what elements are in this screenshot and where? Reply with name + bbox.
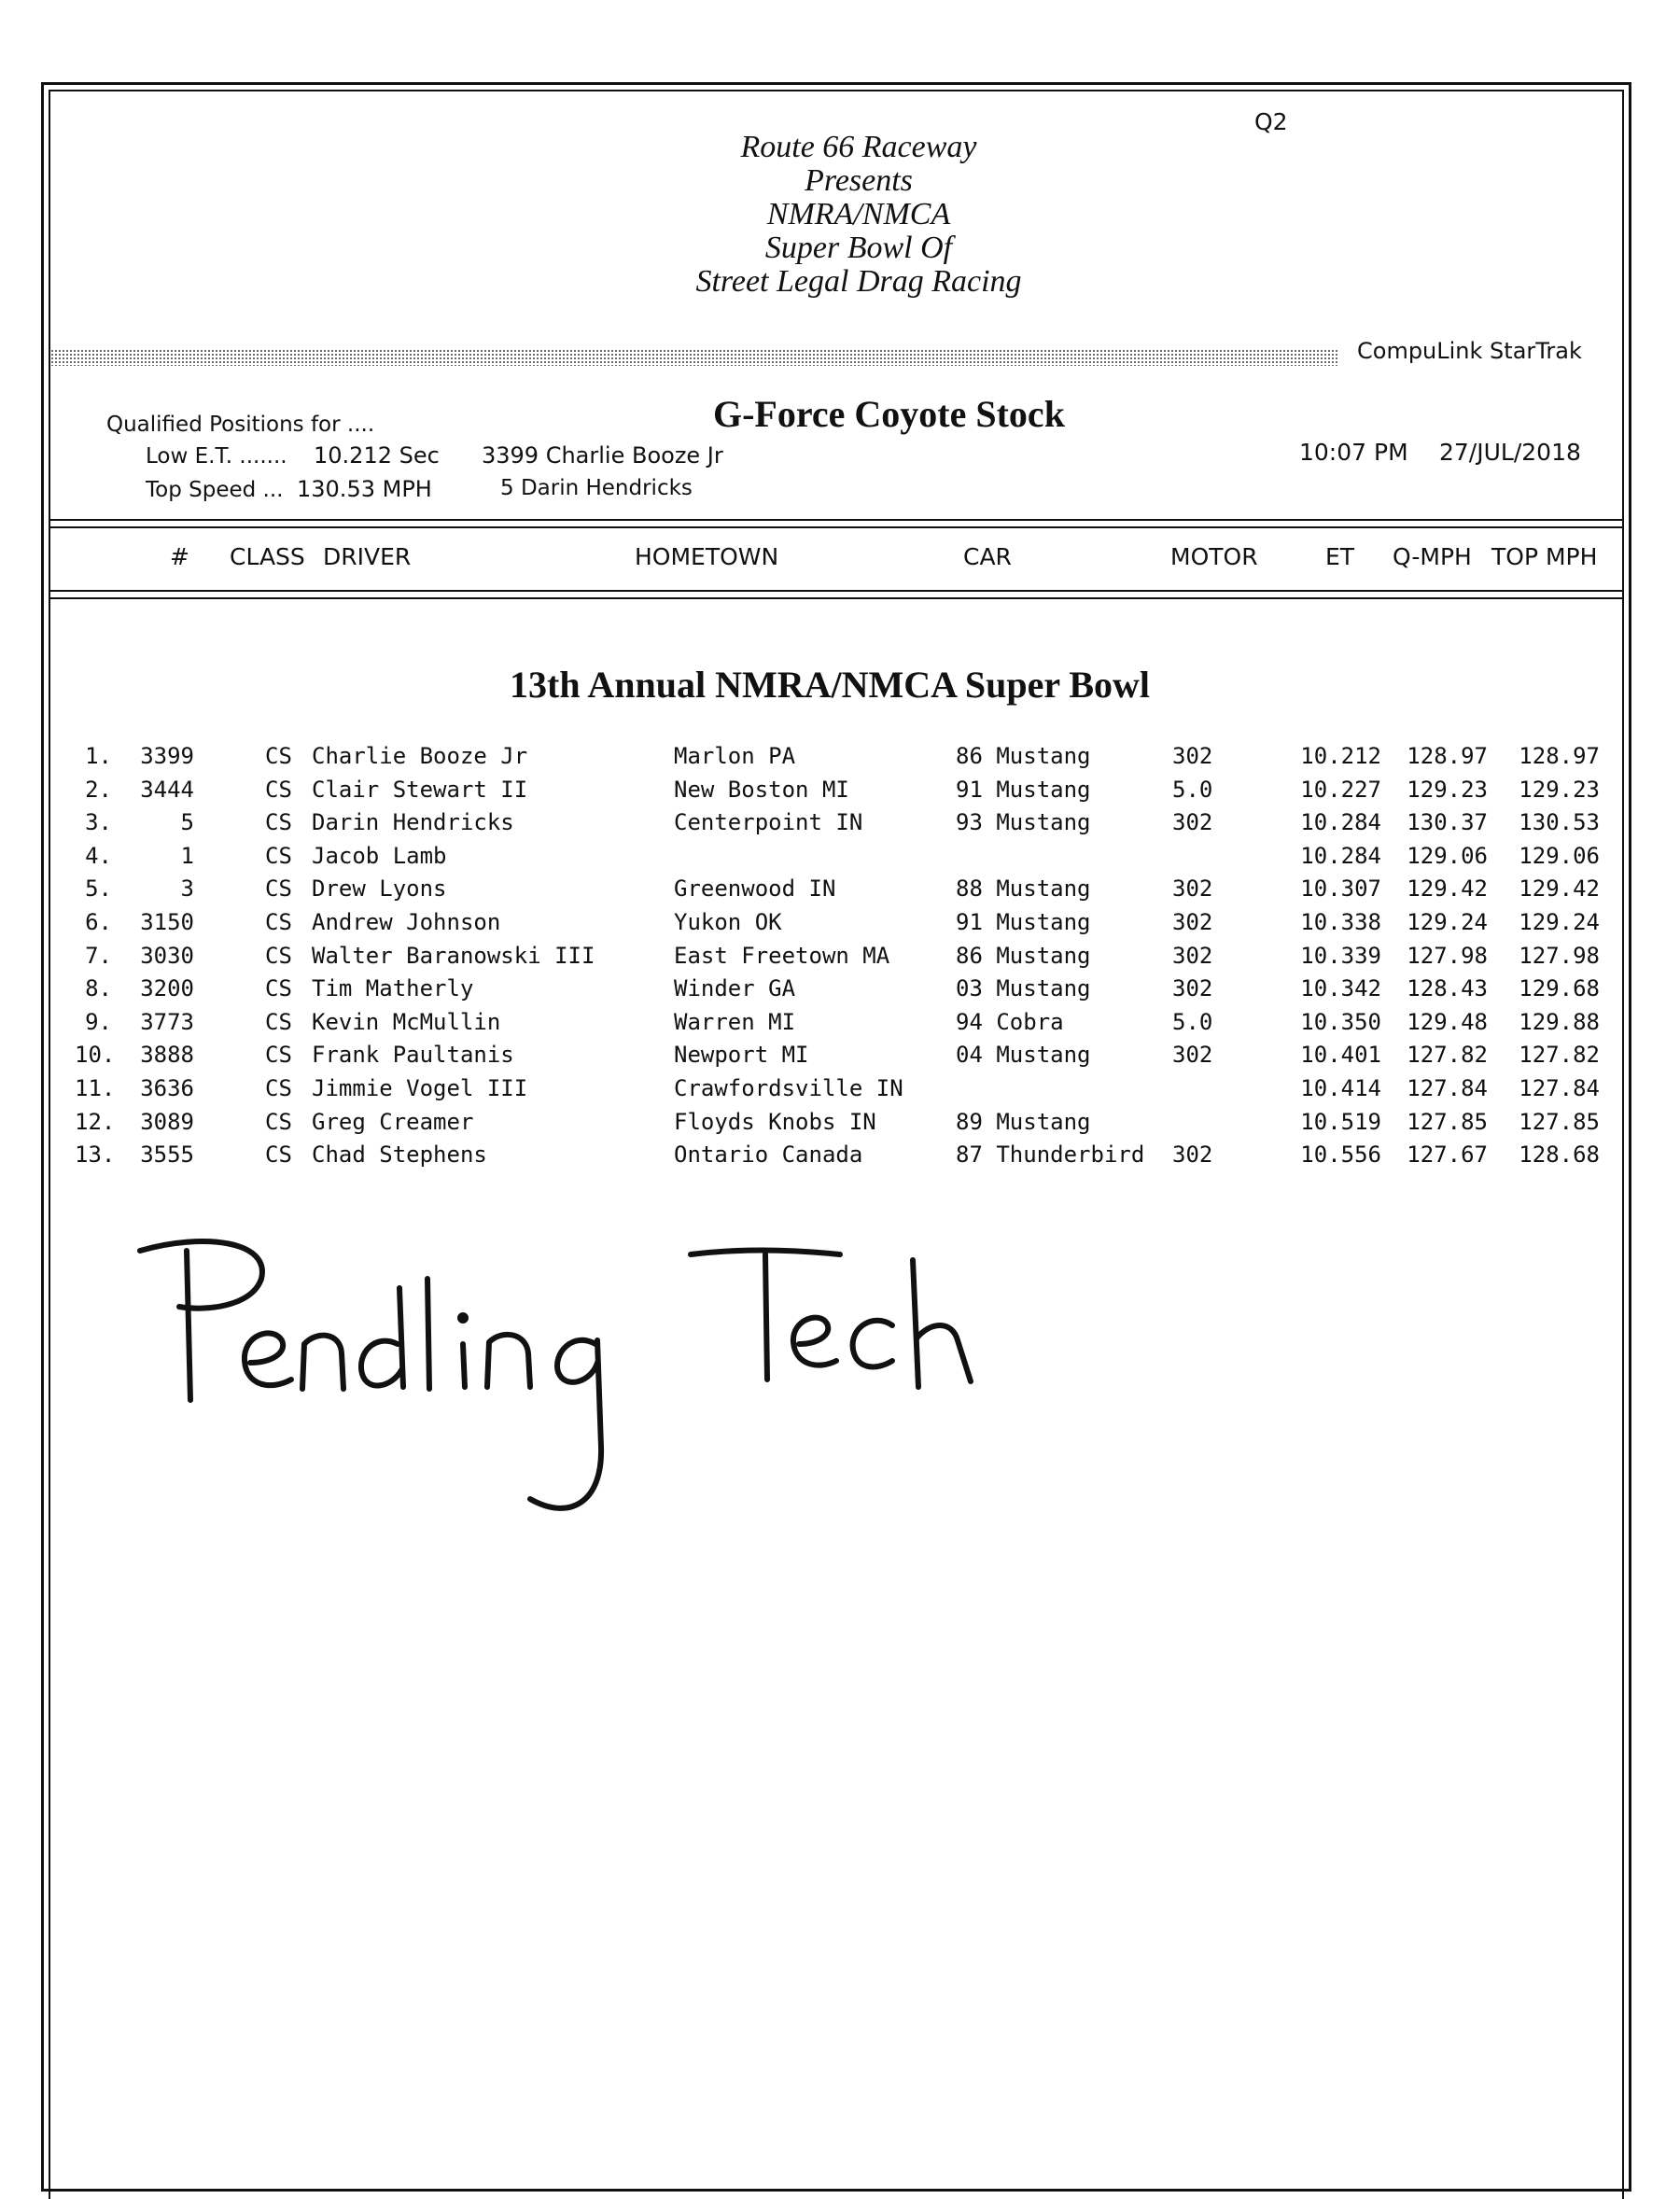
col-header-qmph: Q-MPH (1393, 543, 1472, 570)
row-qmph: 127.98 (1407, 942, 1488, 969)
row-top-mph: 127.84 (1519, 1075, 1600, 1101)
row-motor: 302 (1172, 809, 1213, 836)
col-header-topmph: TOP MPH (1491, 543, 1598, 570)
row-hometown: Winder GA (674, 975, 796, 1002)
title-line-4: Super Bowl Of (764, 231, 953, 265)
title-line-2: Presents (805, 163, 913, 198)
row-motor: 302 (1172, 1142, 1213, 1169)
table-row (0, 943, 1680, 976)
row-top-mph: 129.23 (1519, 776, 1600, 803)
class-title: G-Force Coyote Stock (713, 393, 1065, 435)
title-block (0, 131, 1680, 299)
col-header-num: # (170, 543, 189, 570)
row-et: 10.519 (1300, 1108, 1381, 1135)
row-et: 10.414 (1300, 1075, 1381, 1101)
row-qmph: 129.42 (1407, 875, 1488, 903)
header-rule-top-2 (49, 526, 1624, 528)
row-motor: 5.0 (1172, 1008, 1213, 1035)
row-qmph: 127.67 (1407, 1142, 1488, 1169)
row-class: CS (265, 1042, 292, 1069)
table-row (0, 843, 1680, 876)
table-row (0, 875, 1680, 909)
row-top-mph: 130.53 (1519, 809, 1600, 836)
row-position: 12. (75, 1108, 116, 1135)
handwritten-note-pending-tech (131, 1223, 1064, 1577)
row-car: 94 Cobra (956, 1008, 1064, 1035)
row-motor: 302 (1172, 975, 1213, 1002)
row-top-mph: 127.82 (1519, 1042, 1600, 1069)
row-hometown: Centerpoint IN (674, 809, 863, 836)
row-car: 04 Mustang (956, 1042, 1091, 1069)
row-driver: Kevin McMullin (312, 1008, 501, 1035)
table-row (0, 909, 1680, 943)
row-et: 10.284 (1300, 842, 1381, 869)
table-row (0, 1009, 1680, 1043)
table-row (0, 809, 1680, 843)
row-car: 03 Mustang (956, 975, 1091, 1002)
row-motor: 302 (1172, 1042, 1213, 1069)
header-rule-top-1 (49, 519, 1624, 521)
row-qmph: 130.37 (1407, 809, 1488, 836)
title-line-5: Street Legal Drag Racing (695, 264, 1022, 299)
report-time: 10:07 PM (1299, 439, 1408, 466)
table-row (0, 1075, 1680, 1109)
row-car-number: 3200 (140, 975, 194, 1002)
row-et: 10.350 (1300, 1008, 1381, 1035)
sheet-code: Q2 (1254, 108, 1288, 135)
row-hometown: Newport MI (674, 1042, 809, 1069)
report-date: 27/JUL/2018 (1439, 439, 1581, 466)
row-car: 91 Mustang (956, 776, 1091, 803)
row-qmph: 127.84 (1407, 1075, 1488, 1101)
row-hometown: Greenwood IN (674, 875, 836, 903)
row-car-number: 3030 (140, 942, 194, 969)
row-et: 10.339 (1300, 942, 1381, 969)
row-qmph: 127.82 (1407, 1042, 1488, 1069)
row-motor: 302 (1172, 743, 1213, 769)
low-et-driver: 3399 Charlie Booze Jr (482, 442, 723, 469)
row-qmph: 129.23 (1407, 776, 1488, 803)
row-motor: 302 (1172, 909, 1213, 935)
row-position: 10. (75, 1042, 116, 1069)
row-class: CS (265, 942, 292, 969)
row-class: CS (265, 875, 292, 903)
col-header-car: CAR (963, 543, 1012, 570)
row-motor: 302 (1172, 875, 1213, 903)
row-et: 10.338 (1300, 909, 1381, 935)
row-qmph: 129.06 (1407, 842, 1488, 869)
row-position: 2. (85, 776, 112, 803)
row-top-mph: 129.42 (1519, 875, 1600, 903)
header-rule-bottom-1 (49, 590, 1624, 592)
row-et: 10.342 (1300, 975, 1381, 1002)
table-row (0, 1042, 1680, 1075)
col-header-driver: DRIVER (323, 543, 412, 570)
row-hometown: East Freetown MA (674, 942, 890, 969)
row-driver: Tim Matherly (312, 975, 474, 1002)
row-hometown: Floyds Knobs IN (674, 1108, 876, 1135)
row-class: CS (265, 1142, 292, 1169)
row-position: 1. (85, 743, 112, 769)
row-driver: Andrew Johnson (312, 909, 501, 935)
event-title: 13th Annual NMRA/NMCA Super Bowl (510, 664, 1151, 706)
col-header-class: CLASS (230, 543, 305, 570)
row-car: 91 Mustang (956, 909, 1091, 935)
row-car: 88 Mustang (956, 875, 1091, 903)
low-et-label: Low E.T. ....... (146, 444, 287, 469)
row-car-number: 3150 (140, 909, 194, 935)
row-driver: Darin Hendricks (312, 809, 514, 836)
row-car: 86 Mustang (956, 942, 1091, 969)
row-car-number: 5 (180, 809, 194, 836)
row-qmph: 128.97 (1407, 743, 1488, 769)
row-car: 89 Mustang (956, 1108, 1091, 1135)
row-motor: 5.0 (1172, 776, 1213, 803)
row-class: CS (265, 1008, 292, 1035)
row-qmph: 129.24 (1407, 909, 1488, 935)
qualified-label: Qualified Positions for .... (106, 413, 375, 437)
row-driver: Greg Creamer (312, 1108, 474, 1135)
row-hometown: Ontario Canada (674, 1142, 863, 1169)
row-qmph: 127.85 (1407, 1108, 1488, 1135)
col-header-et: ET (1325, 543, 1355, 570)
row-car-number: 3 (180, 875, 194, 903)
dotted-separator (50, 349, 1338, 366)
row-car: 86 Mustang (956, 743, 1091, 769)
row-hometown: Crawfordsville IN (674, 1075, 903, 1101)
row-et: 10.556 (1300, 1142, 1381, 1169)
row-et: 10.227 (1300, 776, 1381, 803)
row-et: 10.307 (1300, 875, 1381, 903)
top-speed-driver: 5 Darin Hendricks (500, 476, 693, 500)
row-top-mph: 129.24 (1519, 909, 1600, 935)
row-car-number: 3773 (140, 1008, 194, 1035)
row-class: CS (265, 809, 292, 836)
row-position: 3. (85, 809, 112, 836)
row-et: 10.284 (1300, 809, 1381, 836)
row-hometown: Marlon PA (674, 743, 796, 769)
row-class: CS (265, 975, 292, 1002)
system-label: CompuLink StarTrak (1357, 338, 1582, 364)
row-qmph: 129.48 (1407, 1008, 1488, 1035)
row-et: 10.401 (1300, 1042, 1381, 1069)
row-top-mph: 129.68 (1519, 975, 1600, 1002)
row-hometown: Warren MI (674, 1008, 796, 1035)
row-car-number: 3888 (140, 1042, 194, 1069)
row-position: 6. (85, 909, 112, 935)
row-position: 8. (85, 975, 112, 1002)
row-position: 13. (75, 1142, 116, 1169)
col-header-motor: MOTOR (1170, 543, 1258, 570)
row-hometown: New Boston MI (674, 776, 849, 803)
row-driver: Jacob Lamb (312, 842, 447, 869)
row-top-mph: 128.68 (1519, 1142, 1600, 1169)
row-driver: Charlie Booze Jr (312, 743, 528, 769)
row-class: CS (265, 776, 292, 803)
row-driver: Drew Lyons (312, 875, 447, 903)
row-position: 9. (85, 1008, 112, 1035)
row-car-number: 3636 (140, 1075, 194, 1101)
row-car-number: 1 (180, 842, 194, 869)
row-car: 93 Mustang (956, 809, 1091, 836)
row-class: CS (265, 743, 292, 769)
table-row (0, 743, 1680, 777)
title-line-3: NMRA/NMCA (766, 197, 951, 231)
top-speed-value: 130.53 MPH (297, 476, 432, 502)
row-top-mph: 127.85 (1519, 1108, 1600, 1135)
row-top-mph: 128.97 (1519, 743, 1600, 769)
row-position: 11. (75, 1075, 116, 1101)
row-class: CS (265, 909, 292, 935)
row-driver: Chad Stephens (312, 1142, 487, 1169)
row-driver: Walter Baranowski III (312, 942, 595, 969)
row-motor: 302 (1172, 942, 1213, 969)
row-car-number: 3444 (140, 776, 194, 803)
top-speed-label: Top Speed ... (146, 478, 284, 502)
row-hometown: Yukon OK (674, 909, 782, 935)
row-position: 5. (85, 875, 112, 903)
table-row (0, 1109, 1680, 1142)
row-qmph: 128.43 (1407, 975, 1488, 1002)
row-driver: Frank Paultanis (312, 1042, 514, 1069)
row-position: 4. (85, 842, 112, 869)
row-et: 10.212 (1300, 743, 1381, 769)
row-car-number: 3399 (140, 743, 194, 769)
row-car-number: 3089 (140, 1108, 194, 1135)
header-rule-bottom-2 (49, 597, 1624, 599)
col-header-hometown: HOMETOWN (635, 543, 779, 570)
row-class: CS (265, 842, 292, 869)
row-car: 87 Thunderbird (956, 1142, 1145, 1169)
row-class: CS (265, 1075, 292, 1101)
row-driver: Jimmie Vogel III (312, 1075, 528, 1101)
row-car-number: 3555 (140, 1142, 194, 1169)
row-top-mph: 129.06 (1519, 842, 1600, 869)
row-driver: Clair Stewart II (312, 776, 528, 803)
table-row (0, 975, 1680, 1009)
row-class: CS (265, 1108, 292, 1135)
row-top-mph: 129.88 (1519, 1008, 1600, 1035)
table-row (0, 1142, 1680, 1175)
low-et-value: 10.212 Sec (314, 442, 440, 469)
title-line-1: Route 66 Raceway (740, 130, 977, 164)
row-top-mph: 127.98 (1519, 942, 1600, 969)
table-row (0, 777, 1680, 810)
row-position: 7. (85, 942, 112, 969)
